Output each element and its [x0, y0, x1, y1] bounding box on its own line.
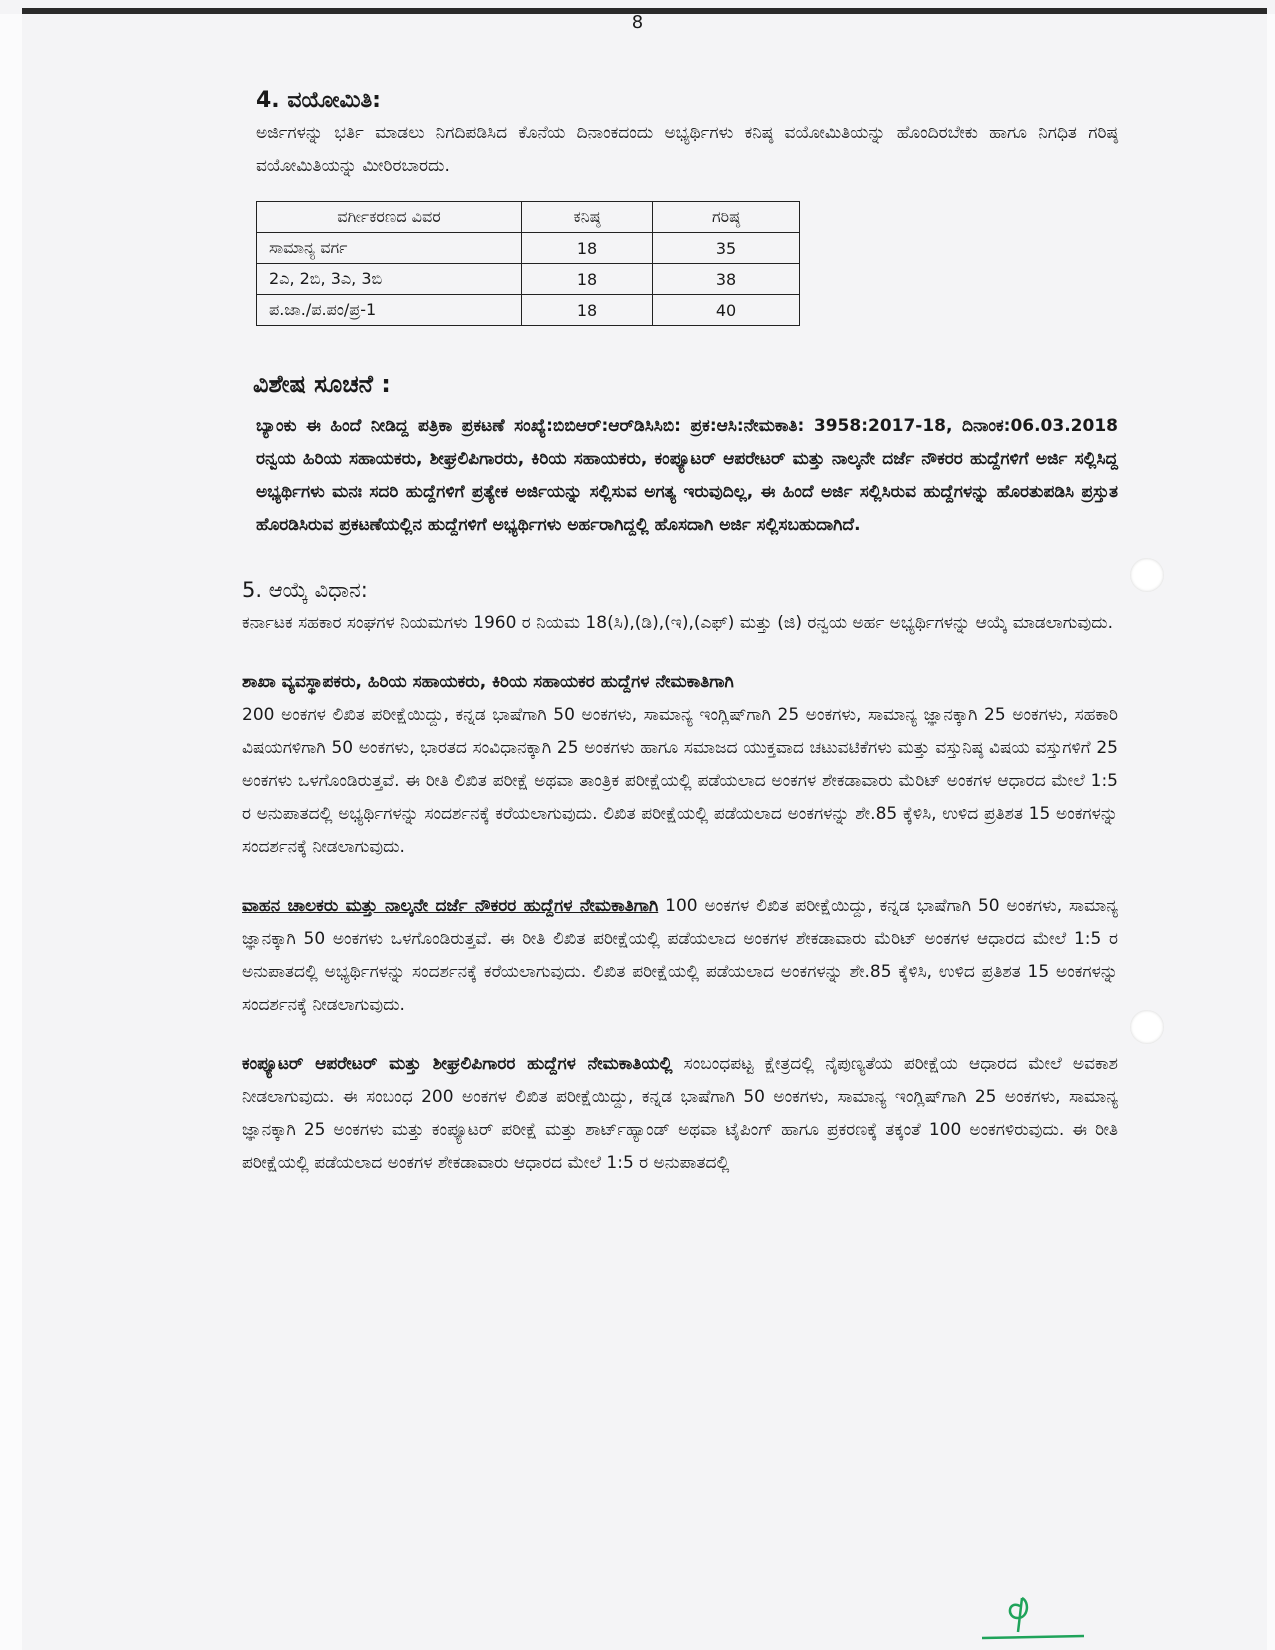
selection-para-drivers-lead: ವಾಹನ ಚಾಲಕರು ಮತ್ತು ನಾಲ್ಕನೇ ದರ್ಜೆ ನೌಕರರ ಹುದ್ದೆಗಳ ನೇಮಕಾತಿಗಾಗಿ [242, 896, 659, 916]
table-cell-max: 38 [653, 264, 800, 295]
selection-para-clerical-text: 200 ಅಂಕಗಳ ಲಿಖಿತ ಪರೀಕ್ಷೆಯಿದ್ದು, ಕನ್ನಡ ಭಾಷೆಗಾಗಿ 50 ಅಂಕಗಳು, ಸಾಮಾನ್ಯ ಇಂಗ್ಲಿಷ್‌ಗಾಗಿ 25 ಅಂಕಗಳು, ಸಾಮಾನ್ಯ ಜ್ಞಾನಕ್ಕಾಗಿ 25 ಅಂಕಗಳು, ಸಹಕಾರಿ ವಿಷಯಗಳಿಗಾಗಿ 50 ಅಂಕಗಳು, ಭಾರತದ ಸಂವಿಧಾನಕ್ಕಾಗಿ 25 ಅಂಕಗಳು ಹಾಗೂ ಸಮಾಜದ ಯುಕ್ತವಾದ ಚಟುವಟಿಕೆಗಳು ಮತ್ತು ವಸ್ತುನಿಷ್ಠ ವಿಷಯ ವಸ್ತುಗಳಿಗೆ 25 ಅಂಕಗಳು ಒಳಗೊಂಡಿರುತ್ತವೆ. ಈ ರೀತಿ ಲಿಖಿತ ಪರೀಕ್ಷೆ ಅಥವಾ ತಾಂತ್ರಿಕ ಪರೀಕ್ಷೆಯಲ್ಲಿ ಪಡೆಯಲಾದ ಅಂಕಗಳ ಶೇಕಡಾವಾರು ಮೆರಿಟ್ ಅಂಕಗಳ ಆಧಾರದ ಮೇಲೆ 1:5 ರ ಅನುಪಾತದಲ್ಲಿ ಅಭ್ಯರ್ಥಿಗಳನ್ನು ಸಂದರ್ಶನಕ್ಕೆ ಕರೆಯಲಾಗುವುದು. ಲಿಖಿತ ಪರೀಕ್ಷೆಯಲ್ಲಿ ಪಡೆಯಲಾದ ಅಂಕಗಳನ್ನು ಶೇ.85 ಕ್ಕೆಳಿಸಿ, ಉಳಿದ ಪ್ರತಿಶತ 15 ಅಂಕಗಳನ್ನು ಸಂದರ್ಶನಕ್ಕೆ ನೀಡಲಾಗುವುದು. [242, 705, 1118, 857]
selection-para-clerical [242, 666, 1118, 864]
table-header-min: ಕನಿಷ್ಠ [522, 202, 653, 233]
table-header-category: ವರ್ಗೀಕರಣದ ವಿವರ [257, 202, 522, 233]
signature-mark [978, 1588, 1088, 1648]
section-4-heading: 4. ವಯೋಮಿತಿ: [256, 88, 381, 113]
table-cell-min: 18 [522, 295, 653, 326]
age-limit-table [256, 201, 800, 326]
table-cell-min: 18 [522, 264, 653, 295]
table-row [257, 295, 800, 326]
table-cell-category: ಸಾಮಾನ್ಯ ವರ್ಗ [257, 233, 522, 264]
table-cell-max: 35 [653, 233, 800, 264]
punch-hole [1130, 1010, 1164, 1044]
table-cell-max: 40 [653, 295, 800, 326]
selection-para-computer-lead: ಕಂಪ್ಯೂಟರ್ ಆಪರೇಟರ್ ಮತ್ತು ಶೀಘ್ರಲಿಪಿಗಾರರ ಹುದ್ದೆಗಳ ನೇಮಕಾತಿಯಲ್ಲಿ [242, 1054, 673, 1074]
selection-intro: ಕರ್ನಾಟಕ ಸಹಕಾರ ಸಂಘಗಳ ನಿಯಮಗಳು 1960 ರ ನಿಯಮ 18(ಸಿ),(ಡಿ),(ಇ),(ಎಫ್) ಮತ್ತು (ಜಿ) ರನ್ವಯ ಅರ್ಹ ಅಭ್ಯರ್ಥಿಗಳನ್ನು ಆಯ್ಕೆ ಮಾಡಲಾಗುವುದು. [242, 613, 1113, 633]
table-row [257, 233, 800, 264]
table-cell-category: ಪ.ಜಾ./ಪ.ಪಂ/ಪ್ರ-1 [257, 295, 522, 326]
special-note-heading: ವಿಶೇಷ ಸೂಚನೆ : [253, 370, 391, 398]
selection-para-clerical-lead: ಶಾಖಾ ವ್ಯವಸ್ಥಾಪಕರು, ಹಿರಿಯ ಸಹಾಯಕರು, ಕಿರಿಯ ಸಹಾಯಕರ ಹುದ್ದೆಗಳ ನೇಮಕಾತಿಗಾಗಿ [242, 672, 734, 692]
special-note-text: ಬ್ಯಾಂಕು ಈ ಹಿಂದೆ ನೀಡಿದ್ದ ಪತ್ರಿಕಾ ಪ್ರಕಟಣೆ ಸಂಖ್ಯೆ:ಬಿಬಿಆರ್:ಆರ್‌ಡಿಸಿಸಿಬಿ: ಪ್ರಕ:ಆಸಿ:ನೇಮಕಾತಿ: 3958:2017-18, ದಿನಾಂಕ:06.03.2018 ರನ್ವಯ ಹಿರಿಯ ಸಹಾಯಕರು, ಶೀಘ್ರಲಿಪಿಗಾರರು, ಕಿರಿಯ ಸಹಾಯಕರು, ಕಂಪ್ಯೂಟರ್ ಆಪರೇಟರ್ ಮತ್ತು ನಾಲ್ಕನೇ ದರ್ಜೆ ನೌಕರರ ಹುದ್ದೆಗಳಿಗೆ ಅರ್ಜಿ ಸಲ್ಲಿಸಿದ್ದ ಅಭ್ಯರ್ಥಿಗಳು ಮನಃ ಸದರಿ ಹುದ್ದೆಗಳಿಗೆ ಪ್ರತ್ಯೇಕ ಅರ್ಜಿಯನ್ನು ಸಲ್ಲಿಸುವ ಅಗತ್ಯ ಇರುವುದಿಲ್ಲ, ಈ ಹಿಂದೆ ಅರ್ಜಿ ಸಲ್ಲಿಸಿರುವ ಹುದ್ದೆಗಳನ್ನು ಹೊರತುಪಡಿಸಿ ಪ್ರಸ್ತುತ ಹೊರಡಿಸಿರುವ ಪ್ರಕಟಣೆಯಲ್ಲಿನ ಹುದ್ದೆಗಳಿಗೆ ಅಭ್ಯರ್ಥಿಗಳು ಅರ್ಹರಾಗಿದ್ದಲ್ಲಿ ಹೊಸದಾಗಿ ಅರ್ಜಿ ಸಲ್ಲಿಸಬಹುದಾಗಿದೆ. [256, 416, 1118, 535]
selection-para-drivers-text: 100 ಅಂಕಗಳ ಲಿಖಿತ ಪರೀಕ್ಷೆಯಿದ್ದು, ಕನ್ನಡ ಭಾಷೆಗಾಗಿ 50 ಅಂಕಗಳು, ಸಾಮಾನ್ಯ ಜ್ಞಾನಕ್ಕಾಗಿ 50 ಅಂಕಗಳು ಒಳಗೊಂಡಿರುತ್ತವೆ. ಈ ರೀತಿ ಲಿಖಿತ ಪರೀಕ್ಷೆಯಲ್ಲಿ ಪಡೆಯಲಾದ ಅಂಕಗಳ ಶೇಕಡಾವಾರು ಮೆರಿಟ್ ಅಂಕಗಳ ಆಧಾರದ ಮೇಲೆ 1:5 ರ ಅನುಪಾತದಲ್ಲಿ ಅಭ್ಯರ್ಥಿಗಳನ್ನು ಸಂದರ್ಶನಕ್ಕೆ ಕರೆಯಲಾಗುವುದು. ಲಿಖಿತ ಪರೀಕ್ಷೆಯಲ್ಲಿ ಪಡೆಯಲಾದ ಅಂಕಗಳನ್ನು ಶೇ.85 ಕ್ಕೆಳಿಸಿ, ಉಳಿದ ಪ್ರತಿಶತ 15 ಅಂಕಗಳನ್ನು ಸಂದರ್ಶನಕ್ಕೆ ನೀಡಲಾಗುವುದು. [242, 896, 1119, 1015]
selection-para-computer-text: ಸಂಬಂಧಪಟ್ಟ ಕ್ಷೇತ್ರದಲ್ಲಿ ನೈಪುಣ್ಯತೆಯ ಪರೀಕ್ಷೆಯ ಆಧಾರದ ಮೇಲೆ ಅವಕಾಶ ನೀಡಲಾಗುವುದು. ಈ ಸಂಬಂಧ 200 ಅಂಕಗಳ ಲಿಖಿತ ಪರೀಕ್ಷೆಯಿದ್ದು, ಕನ್ನಡ ಭಾಷೆಗಾಗಿ 50 ಅಂಕಗಳು, ಸಾಮಾನ್ಯ ಇಂಗ್ಲಿಷ್‌ಗಾಗಿ 25 ಅಂಕಗಳು, ಸಾಮಾನ್ಯ ಜ್ಞಾನಕ್ಕಾಗಿ 25 ಅಂಕಗಳು ಮತ್ತು ಕಂಪ್ಯೂಟರ್ ಪರೀಕ್ಷೆ ಮತ್ತು ಶಾರ್ಟ್‌ಹ್ಯಾಂಡ್ ಅಥವಾ ಟೈಪಿಂಗ್ ಹಾಗೂ ಪ್ರಕರಣಕ್ಕೆ ತಕ್ಕಂತೆ 100 ಅಂಕಗಳಿರುವುದು. ಈ ರೀತಿ ಪರೀಕ್ಷೆಯಲ್ಲಿ ಪಡೆಯಲಾದ ಅಂಕಗಳ ಶೇಕಡಾವಾರು ಆಧಾರದ ಮೇಲೆ 1:5 ರ ಅನುಪಾತದಲ್ಲಿ [242, 1054, 1118, 1173]
scan-left-margin [0, 14, 22, 1650]
selection-para-drivers [242, 890, 1118, 1022]
table-cell-category: 2ಎ, 2ಬಿ, 3ಎ, 3ಬಿ [257, 264, 522, 295]
table-row [257, 264, 800, 295]
table-header-max: ಗರಿಷ್ಠ [653, 202, 800, 233]
page-number: 8 [631, 12, 644, 33]
table-header-row [257, 202, 800, 233]
scan-right-margin [1267, 14, 1275, 1650]
table-cell-min: 18 [522, 233, 653, 264]
section-5-heading: 5. ಆಯ್ಕೆ ವಿಧಾನ: [242, 578, 368, 602]
selection-para-computer [242, 1048, 1118, 1180]
punch-hole [1130, 558, 1164, 592]
section-4-text: ಅರ್ಜಿಗಳನ್ನು ಭರ್ತಿ ಮಾಡಲು ನಿಗದಿಪಡಿಸಿದ ಕೊನೆಯ ದಿನಾಂಕದಂದು ಅಭ್ಯರ್ಥಿಗಳು ಕನಿಷ್ಠ ವಯೋಮಿತಿಯನ್ನು ಹೊಂದಿರಬೇಕು ಹಾಗೂ ನಿಗಧಿತ ಗರಿಷ್ಠ ವಯೋಮಿತಿಯನ್ನು ಮೀರಿರಬಾರದು. [256, 123, 1118, 176]
document-body [242, 88, 1119, 1180]
